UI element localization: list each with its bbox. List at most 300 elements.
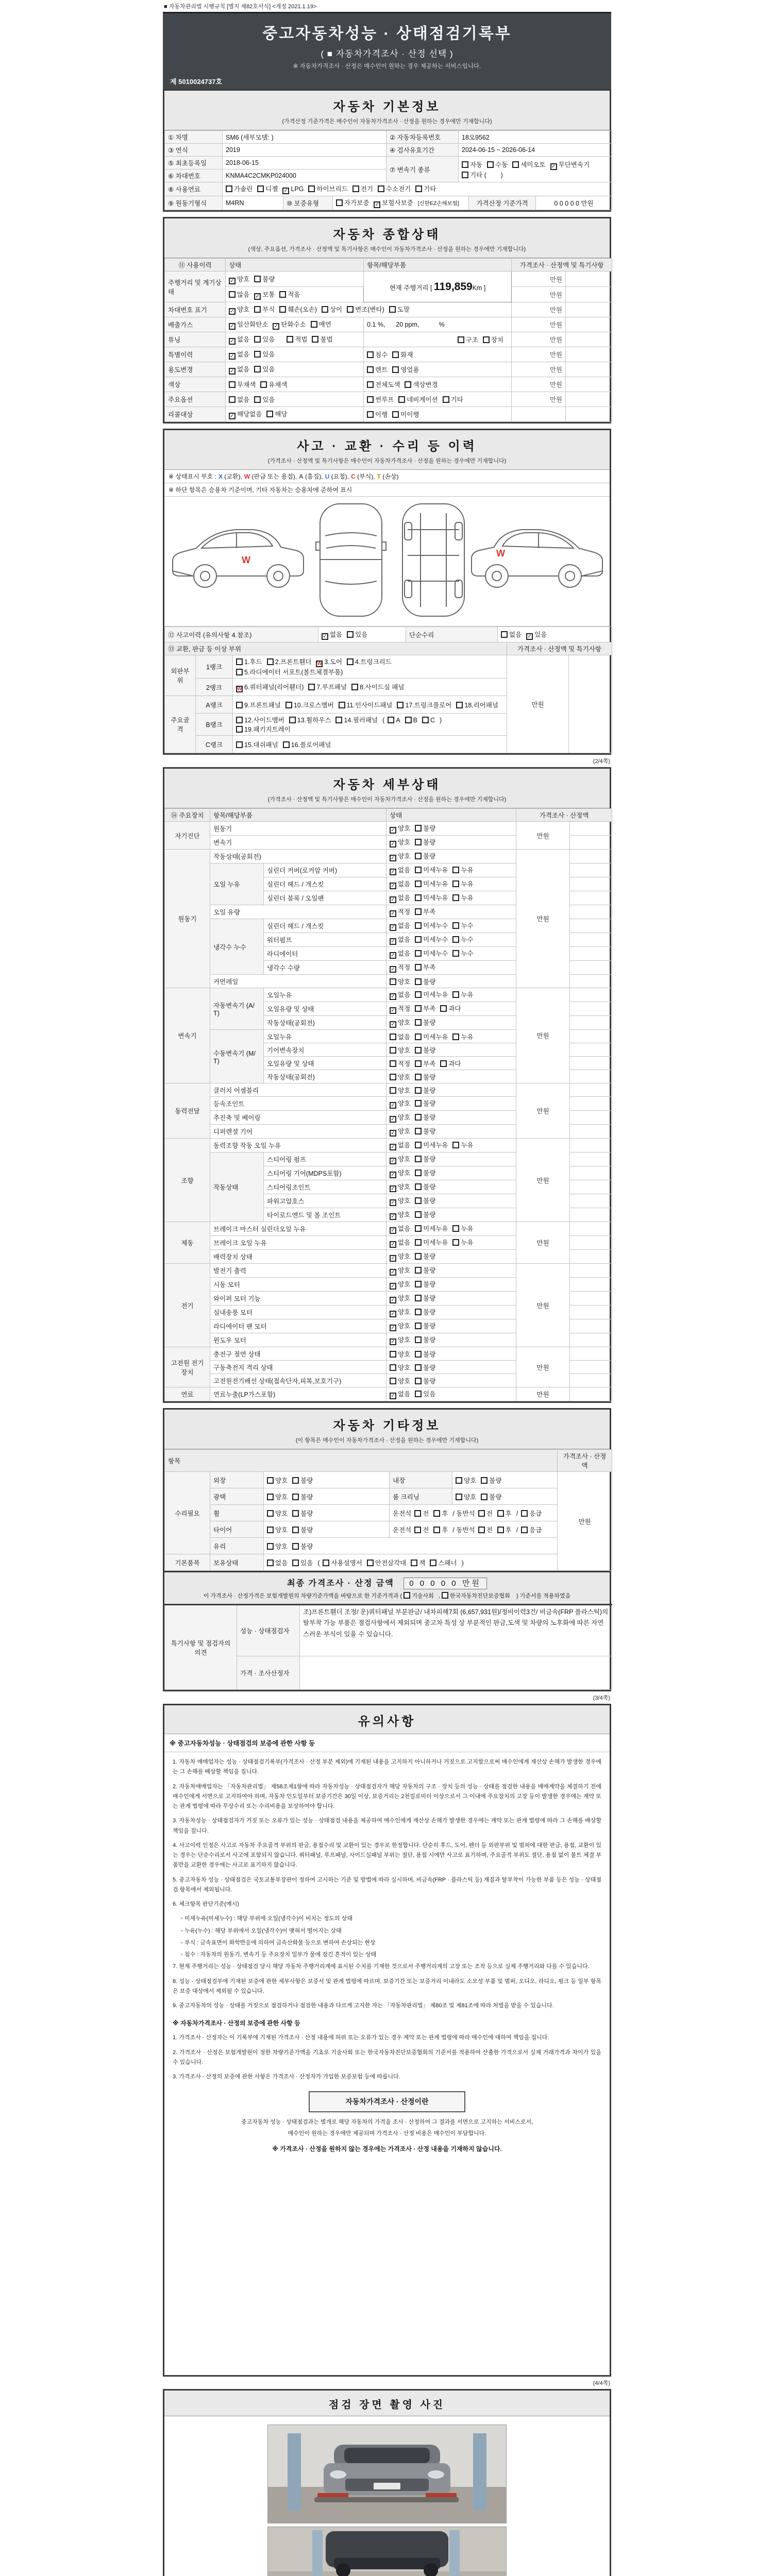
checkbox-option[interactable] [415,935,448,944]
checkbox-option[interactable] [347,657,392,666]
checkbox-option[interactable] [390,1224,410,1234]
checkbox-option[interactable] [267,1509,288,1518]
checkbox-option[interactable] [415,1363,435,1372]
checkbox-option[interactable] [390,1154,410,1164]
checkbox-icon[interactable] [367,366,374,373]
checkbox-option[interactable] [308,184,347,193]
checkbox-icon[interactable] [415,1267,422,1274]
checkbox-icon[interactable] [390,1060,396,1067]
checkbox-option[interactable] [266,409,287,418]
checkbox-icon[interactable] [229,396,236,403]
checkbox-icon[interactable] [254,306,261,313]
checkbox-icon[interactable] [497,1527,504,1533]
checkbox-icon[interactable] [415,1211,422,1218]
checkbox-option[interactable] [229,334,249,345]
checkbox-icon[interactable] [226,185,232,192]
checkbox-icon[interactable] [415,936,422,943]
checkbox-icon[interactable] [501,631,508,638]
checked-checkbox-icon[interactable]: ✓ [390,1283,396,1290]
checkbox-option[interactable] [390,1004,410,1014]
checkbox-icon[interactable] [415,1295,422,1301]
checkbox-icon[interactable] [415,1033,422,1040]
checkbox-option[interactable] [257,184,278,193]
checkbox-option[interactable] [336,198,369,207]
checkbox-icon[interactable] [481,1477,488,1484]
checkbox-option[interactable] [390,1140,410,1150]
checkbox-option[interactable] [254,334,275,344]
checkbox-icon[interactable] [456,1494,462,1500]
checkbox-icon[interactable] [390,1033,396,1040]
checkbox-option[interactable] [236,740,278,749]
checkbox-icon[interactable] [390,978,396,985]
checkbox-icon[interactable] [292,1494,299,1500]
checkbox-option[interactable] [390,935,410,945]
checkbox-icon[interactable] [254,336,261,343]
checked-checkbox-icon[interactable]: ✓ [390,1007,396,1014]
checkbox-option[interactable] [312,334,332,344]
checkbox-icon[interactable] [367,351,374,358]
checked-checkbox-icon[interactable]: ✓ [390,827,396,834]
checkbox-icon[interactable] [452,991,459,998]
checkbox-option[interactable] [335,715,378,724]
checkbox-option[interactable] [501,630,522,639]
checked-checkbox-icon[interactable]: ✓ [390,952,396,959]
checkbox-option[interactable] [456,1476,476,1485]
checkbox-option[interactable] [415,1059,435,1068]
checkbox-option[interactable] [229,364,249,375]
checkbox-icon[interactable] [347,631,354,638]
checkbox-option[interactable] [267,1558,288,1567]
checkbox-option[interactable] [388,717,400,724]
checkbox-icon[interactable] [415,1391,422,1397]
checkbox-option[interactable] [390,893,410,903]
checkbox-option[interactable] [415,1389,435,1398]
checkbox-option[interactable] [415,907,435,916]
checkbox-icon[interactable] [287,336,293,343]
checkbox-option[interactable] [279,290,300,299]
checked-checkbox-icon[interactable]: ✓ [390,910,396,917]
checkbox-option[interactable] [415,1238,448,1247]
checkbox-option[interactable] [390,907,410,917]
checkbox-icon[interactable] [267,658,274,665]
checkbox-icon[interactable] [336,199,343,206]
checkbox-option[interactable] [347,630,367,639]
checkbox-icon[interactable] [415,1336,422,1343]
checkbox-icon[interactable] [236,669,243,675]
checkbox-option[interactable] [405,717,417,724]
checkbox-option[interactable] [442,1591,510,1600]
checkbox-option[interactable] [236,724,291,734]
checkbox-option[interactable] [390,837,410,848]
checkbox-icon[interactable] [254,351,261,358]
checkbox-icon[interactable] [257,185,264,192]
checkbox-option[interactable] [415,1293,435,1302]
checkbox-option[interactable] [415,948,448,958]
checked-checkbox-icon[interactable]: ✓ [390,1144,396,1150]
checkbox-icon[interactable] [398,396,405,403]
damage-mark-checkbox-icon[interactable]: W [317,661,322,667]
checkbox-icon[interactable] [415,1074,422,1080]
checkbox-option[interactable] [254,349,275,359]
checked-checkbox-icon[interactable]: ✓ [229,338,236,345]
checkbox-option[interactable] [367,365,388,374]
checkbox-option[interactable] [452,935,473,944]
checkbox-option[interactable] [254,274,275,283]
checkbox-icon[interactable] [254,396,261,403]
checked-checkbox-icon[interactable]: ✓ [390,1311,396,1317]
checkbox-icon[interactable] [347,306,354,313]
checked-checkbox-icon[interactable]: ✓ [282,188,289,194]
checkbox-option[interactable] [287,334,307,344]
checkbox-option[interactable] [236,657,262,666]
checkbox-icon[interactable] [283,741,290,748]
checkbox-option[interactable] [422,717,435,724]
checkbox-option[interactable] [404,1591,434,1600]
checkbox-option[interactable] [415,1018,435,1027]
checkbox-icon[interactable] [456,1477,462,1484]
checkbox-option[interactable] [254,364,275,374]
checkbox-option[interactable] [316,657,342,667]
checkbox-option[interactable] [351,682,404,691]
checkbox-icon[interactable] [414,1527,421,1533]
checkbox-option[interactable] [367,395,394,404]
checkbox-option[interactable] [415,893,448,902]
checkbox-option[interactable] [236,667,343,676]
checkbox-icon[interactable] [452,950,459,957]
checkbox-option[interactable] [415,1210,435,1219]
checkbox-option[interactable] [415,1224,448,1233]
checkbox-option[interactable] [390,1112,410,1123]
checkbox-option[interactable] [415,962,435,972]
checkbox-option[interactable] [452,879,473,888]
checkbox-option[interactable] [415,1265,435,1275]
checkbox-icon[interactable] [422,717,429,723]
checked-checkbox-icon[interactable]: ✓ [374,201,380,208]
checkbox-option[interactable] [390,1363,410,1372]
checkbox-icon[interactable] [497,1510,504,1517]
checkbox-option[interactable] [390,1059,410,1068]
checkbox-option[interactable] [236,715,284,724]
checkbox-option[interactable] [452,990,473,999]
checked-checkbox-icon[interactable]: ✓ [390,869,396,875]
checkbox-option[interactable] [267,1476,288,1485]
checkbox-option[interactable] [390,1045,410,1055]
checkbox-option[interactable] [292,1509,313,1518]
checkbox-icon[interactable] [352,185,359,192]
checkbox-icon[interactable] [236,717,243,723]
checkbox-option[interactable] [267,1525,288,1534]
checkbox-option[interactable] [478,1509,493,1518]
checked-checkbox-icon[interactable]: ✓ [390,1158,396,1164]
checkbox-option[interactable] [415,1321,435,1330]
checkbox-icon[interactable] [390,1351,396,1358]
checked-checkbox-icon[interactable]: ✓ [390,1102,396,1109]
checkbox-icon[interactable] [289,717,296,723]
checkbox-option[interactable] [415,1086,435,1095]
checkbox-option[interactable] [456,700,498,709]
checkbox-option[interactable] [481,1476,501,1485]
checkbox-option[interactable] [415,1168,435,1177]
checked-checkbox-icon[interactable]: ✓ [390,1297,396,1303]
checkbox-option[interactable] [415,977,435,986]
checkbox-option[interactable] [415,851,435,860]
checked-checkbox-icon[interactable]: ✓ [229,353,236,360]
checkbox-option[interactable] [390,1018,410,1028]
checkbox-icon[interactable] [388,717,394,723]
checkbox-icon[interactable] [415,1183,422,1190]
checked-checkbox-icon[interactable]: ✓ [390,924,396,931]
checked-checkbox-icon[interactable]: ✓ [390,1255,396,1262]
checkbox-option[interactable] [390,851,410,861]
checkbox-icon[interactable] [452,1142,459,1148]
checkbox-icon[interactable] [236,726,243,733]
checkbox-icon[interactable] [267,1510,274,1517]
checkbox-option[interactable] [452,893,473,902]
checkbox-icon[interactable] [415,894,422,901]
checkbox-option[interactable] [229,274,249,284]
checked-checkbox-icon[interactable]: ✓ [390,1199,396,1206]
checkbox-option[interactable] [415,921,448,930]
checkbox-option[interactable] [229,395,249,404]
checkbox-option[interactable] [254,304,275,314]
checkbox-icon[interactable] [458,336,464,343]
checkbox-option[interactable] [390,1349,410,1359]
checkbox-icon[interactable] [367,1560,374,1566]
checkbox-icon[interactable] [414,1510,421,1517]
checkbox-option[interactable] [414,1509,429,1518]
checkbox-option[interactable] [367,350,388,359]
checkbox-option[interactable] [323,1558,362,1567]
checked-checkbox-icon[interactable]: ✓ [390,1021,396,1028]
checkbox-option[interactable] [283,740,331,749]
checkbox-icon[interactable] [347,658,354,665]
checkbox-icon[interactable] [390,1087,396,1094]
checkbox-option[interactable] [452,1238,473,1247]
checkbox-icon[interactable] [415,950,422,957]
checkbox-option[interactable] [452,1032,473,1041]
checkbox-option[interactable] [367,1558,406,1567]
checkbox-icon[interactable] [440,1060,447,1067]
checkbox-option[interactable] [282,185,304,194]
checkbox-icon[interactable] [285,702,292,708]
checkbox-icon[interactable] [415,1128,422,1134]
checkbox-icon[interactable] [323,1560,329,1566]
checkbox-icon[interactable] [415,908,422,915]
checkbox-option[interactable] [462,170,503,179]
checkbox-icon[interactable] [452,1225,459,1232]
checkbox-icon[interactable] [392,411,399,418]
checkbox-option[interactable] [497,1509,512,1518]
checked-checkbox-icon[interactable]: ✓ [390,1338,396,1345]
checkbox-option[interactable] [229,409,262,419]
checkbox-option[interactable] [452,865,473,874]
checked-checkbox-icon[interactable]: ✓ [526,633,533,640]
checkbox-icon[interactable] [415,1309,422,1315]
checkbox-option[interactable] [390,1238,410,1248]
checked-checkbox-icon[interactable]: ✓ [390,841,396,848]
checkbox-icon[interactable] [415,1253,422,1260]
checkbox-option[interactable] [390,879,410,889]
checkbox-option[interactable] [415,837,435,846]
checkbox-option[interactable] [456,1492,476,1501]
checked-checkbox-icon[interactable]: ✓ [229,323,236,330]
checkbox-icon[interactable] [415,922,422,929]
checkbox-icon[interactable] [415,991,422,998]
checkbox-icon[interactable] [236,658,243,665]
checkbox-icon[interactable] [415,880,422,887]
checked-checkbox-icon[interactable]: ✓ [390,1130,396,1137]
checkbox-option[interactable] [390,865,410,875]
checkbox-option[interactable] [415,1154,435,1163]
checkbox-icon[interactable] [452,922,459,929]
checkbox-option[interactable] [289,715,331,724]
checkbox-option[interactable] [254,290,275,300]
checkbox-option[interactable] [390,1279,410,1290]
checkbox-icon[interactable] [442,1592,448,1599]
checkbox-icon[interactable] [312,336,318,343]
checkbox-icon[interactable] [415,1142,422,1148]
checkbox-option[interactable] [390,1321,410,1331]
checkbox-icon[interactable] [267,1477,274,1484]
checkbox-option[interactable] [392,365,419,374]
checkbox-icon[interactable] [392,351,399,358]
checkbox-icon[interactable] [397,702,404,708]
checked-checkbox-icon[interactable]: ✓ [390,1393,396,1399]
checkbox-icon[interactable] [405,717,412,723]
checkbox-option[interactable] [390,1086,410,1095]
checkbox-option[interactable] [378,184,411,193]
checkbox-option[interactable] [260,380,287,389]
checkbox-option[interactable] [521,1509,542,1518]
checkbox-icon[interactable] [415,1047,422,1054]
checkbox-option[interactable] [433,1525,448,1534]
checked-checkbox-icon[interactable]: ✓ [390,1227,396,1234]
checked-checkbox-icon[interactable]: ✓ [390,966,396,973]
checkbox-icon[interactable] [452,1033,459,1040]
checkbox-option[interactable] [367,380,400,389]
checkbox-icon[interactable] [390,1047,396,1054]
checkbox-icon[interactable] [415,1060,422,1067]
checkbox-option[interactable] [512,160,545,169]
checkbox-option[interactable] [411,1558,425,1567]
checkbox-icon[interactable] [267,1527,274,1533]
checkbox-icon[interactable] [462,161,468,168]
checkbox-option[interactable] [415,1182,435,1191]
checkbox-icon[interactable] [411,1560,417,1566]
checkbox-icon[interactable] [308,684,315,690]
checkbox-option[interactable] [398,395,438,404]
checked-checkbox-icon[interactable]: ✓ [550,163,557,170]
checkbox-icon[interactable] [483,336,490,343]
checkbox-icon[interactable] [452,1239,459,1246]
checkbox-option[interactable] [229,319,268,330]
checkbox-option[interactable] [311,319,331,329]
checked-checkbox-icon[interactable]: ✓ [254,293,261,300]
checkbox-option[interactable] [390,823,410,834]
checkbox-option[interactable] [229,290,249,299]
checkbox-icon[interactable] [462,172,468,178]
checkbox-icon[interactable] [308,185,315,192]
checkbox-option[interactable] [440,1004,461,1013]
checkbox-option[interactable] [292,1558,313,1567]
checkbox-icon[interactable] [512,161,519,168]
checked-checkbox-icon[interactable]: ✓ [390,855,396,861]
checkbox-option[interactable] [390,1251,410,1262]
checkbox-option[interactable] [415,1045,435,1055]
checkbox-icon[interactable] [292,1543,299,1550]
checked-checkbox-icon[interactable]: ✓ [390,1325,396,1331]
checkbox-icon[interactable] [478,1510,485,1517]
checkbox-icon[interactable] [335,717,342,723]
checkbox-option[interactable] [390,1293,410,1303]
checkbox-option[interactable] [415,879,448,888]
checkbox-icon[interactable] [478,1527,485,1533]
checkbox-icon[interactable] [415,1364,422,1371]
checkbox-icon[interactable] [292,1560,299,1566]
checked-checkbox-icon[interactable]: ✓ [390,1269,396,1276]
checkbox-option[interactable] [292,1476,313,1485]
checkbox-option[interactable] [389,304,410,314]
checked-checkbox-icon[interactable]: ✓ [229,413,236,419]
checkbox-option[interactable] [390,990,410,1000]
checkbox-option[interactable] [415,865,448,874]
checkbox-option[interactable] [347,304,384,314]
checkbox-option[interactable] [415,1335,435,1344]
checkbox-option[interactable] [292,1525,313,1534]
checkbox-icon[interactable] [521,1510,528,1517]
checkbox-option[interactable] [226,184,253,193]
checkbox-icon[interactable] [433,1527,440,1533]
checkbox-icon[interactable] [415,853,422,859]
checkbox-option[interactable] [390,948,410,959]
checkbox-option[interactable] [497,1525,512,1534]
checkbox-icon[interactable] [415,1170,422,1176]
checkbox-icon[interactable] [415,1100,422,1107]
checkbox-option[interactable] [433,1509,448,1518]
checkbox-option[interactable] [440,1059,461,1068]
checkbox-icon[interactable] [404,1592,410,1599]
checkbox-option[interactable] [415,1032,448,1041]
checkbox-option[interactable] [390,1032,410,1041]
checkbox-option[interactable] [367,410,388,419]
checkbox-option[interactable] [415,1349,435,1359]
checkbox-option[interactable] [415,1307,435,1316]
checkbox-option[interactable] [443,395,463,404]
checkbox-icon[interactable] [415,1378,422,1384]
checkbox-icon[interactable] [254,276,261,282]
checkbox-option[interactable] [415,1004,435,1013]
checkbox-icon[interactable] [267,1543,274,1550]
checkbox-option[interactable] [452,1224,473,1233]
checkbox-icon[interactable] [351,684,358,690]
checked-checkbox-icon[interactable]: ✓ [273,323,279,330]
checked-checkbox-icon[interactable]: ✓ [390,938,396,945]
checkbox-option[interactable] [267,1492,288,1501]
checkbox-icon[interactable] [292,1527,299,1533]
checkbox-option[interactable] [390,1098,410,1109]
checkbox-icon[interactable] [405,381,411,388]
checkbox-option[interactable] [267,1541,288,1551]
checkbox-option[interactable] [414,1525,429,1534]
checkbox-icon[interactable] [260,381,267,388]
checked-checkbox-icon[interactable]: ✓ [229,278,236,284]
checkbox-icon[interactable] [229,291,236,298]
checkbox-option[interactable] [415,1279,435,1289]
checkbox-option[interactable] [415,1098,435,1108]
checkbox-option[interactable] [462,160,482,169]
checkbox-icon[interactable] [443,396,449,403]
checked-checkbox-icon[interactable]: ✓ [229,308,236,315]
